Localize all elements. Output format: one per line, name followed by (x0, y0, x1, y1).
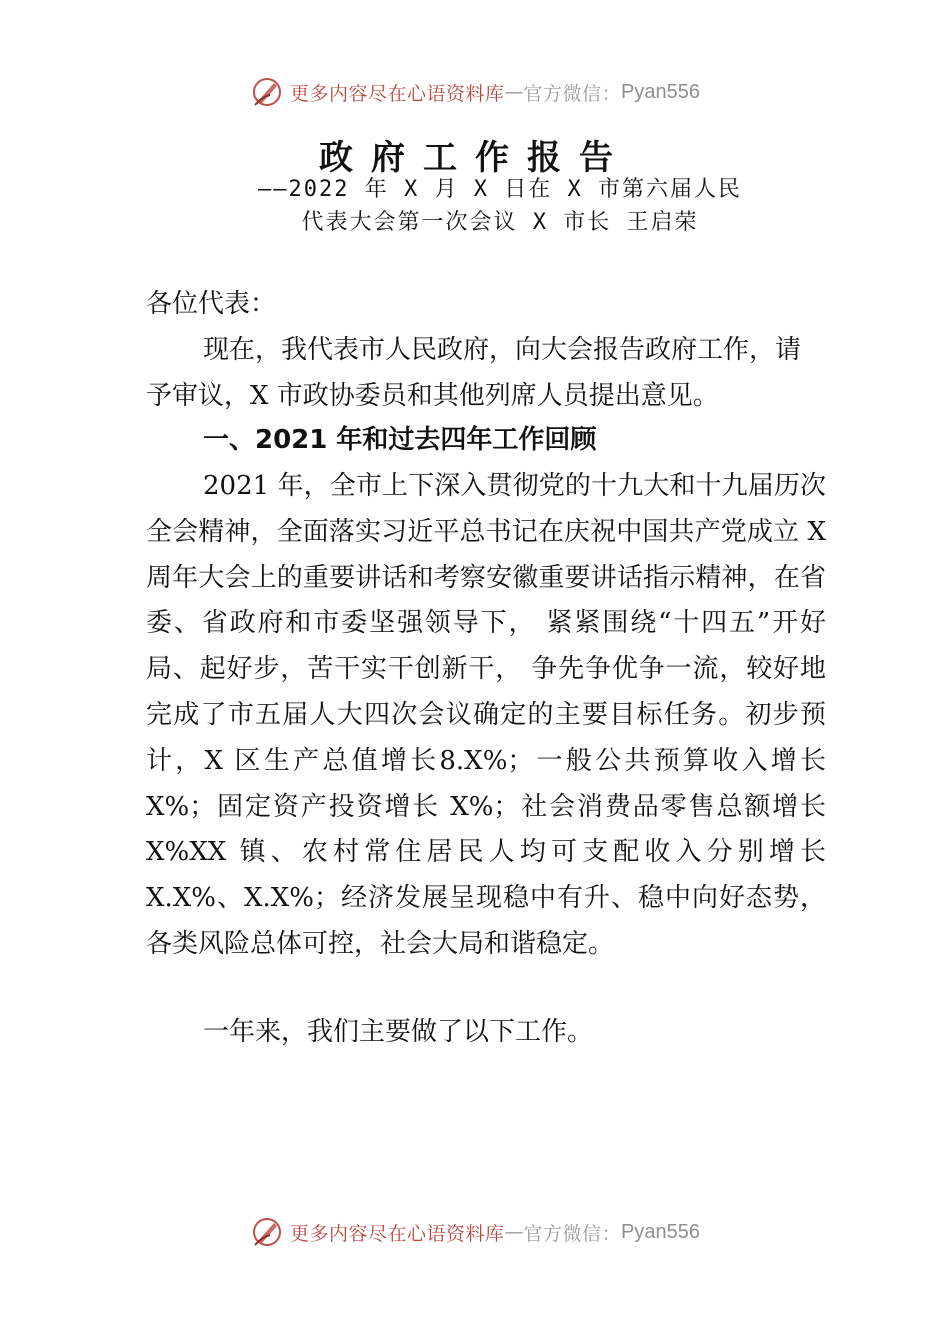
paragraph-summary: 一年来，我们主要做了以下工作。 (203, 1017, 594, 1047)
quill-logo-icon (250, 75, 284, 109)
document-title: 政府工作报告 (319, 138, 631, 178)
watermark-text: 更多内容尽在心语资料库 (290, 1222, 505, 1245)
watermark-separator: — (504, 81, 524, 103)
document-subtitle-line2: 代表大会第一次会议 X 市长 王启荣 (301, 210, 699, 235)
salutation: 各位代表： (146, 289, 277, 319)
watermark-wechat-id: Pyan556 (621, 80, 700, 103)
watermark-text: 更多内容尽在心语资料库 (290, 82, 505, 105)
watermark-wechat-label: 官方微信： (523, 82, 622, 105)
watermark-separator: — (504, 1221, 524, 1243)
footer-watermark (0, 1212, 950, 1252)
watermark-wechat-id: Pyan556 (621, 1220, 700, 1243)
document-subtitle-line1: ——2022 年 X 月 X 日在 X 市第六届人民 (258, 177, 742, 202)
header-watermark (0, 72, 950, 112)
quill-logo-icon (250, 1215, 284, 1249)
paragraph-intro: 现在，我代表市人民政府，向大会报告政府工作，请予审议，X 市政协委员和其他列席人员提出意见。 (146, 335, 802, 411)
paragraph-review: 2021 年，全市上下深入贯彻党的十九大和十九届历次全会精神，全面落实习近平总书记在庆祝中国共产党成立 X 周年大会上的重要讲话和考察安徽重要讲话指示精神，在省委、省政府和市委坚强领导下， 紧紧围绕“十四五”开好局、起好步，苦干实干创新干， 争先争优争一流，较好地完成了市五届人大四次会议确定的主要目标任务。初步预计，X 区生产总值增长8.X%；一般公共预算收入增长 X%；固定资产投资增长 X%；社会消费品零售总额增长 X%XX 镇、农村常住居民人均可支配收入分别增长 X.X%、X.X%；经济发展呈现稳中有升、稳中向好态势，各类风险总体可控，社会大局和谐稳定。 (146, 471, 826, 959)
watermark-wechat-label: 官方微信： (523, 1222, 622, 1245)
section-heading: 一、2021 年和过去四年工作回顾 (203, 425, 597, 455)
